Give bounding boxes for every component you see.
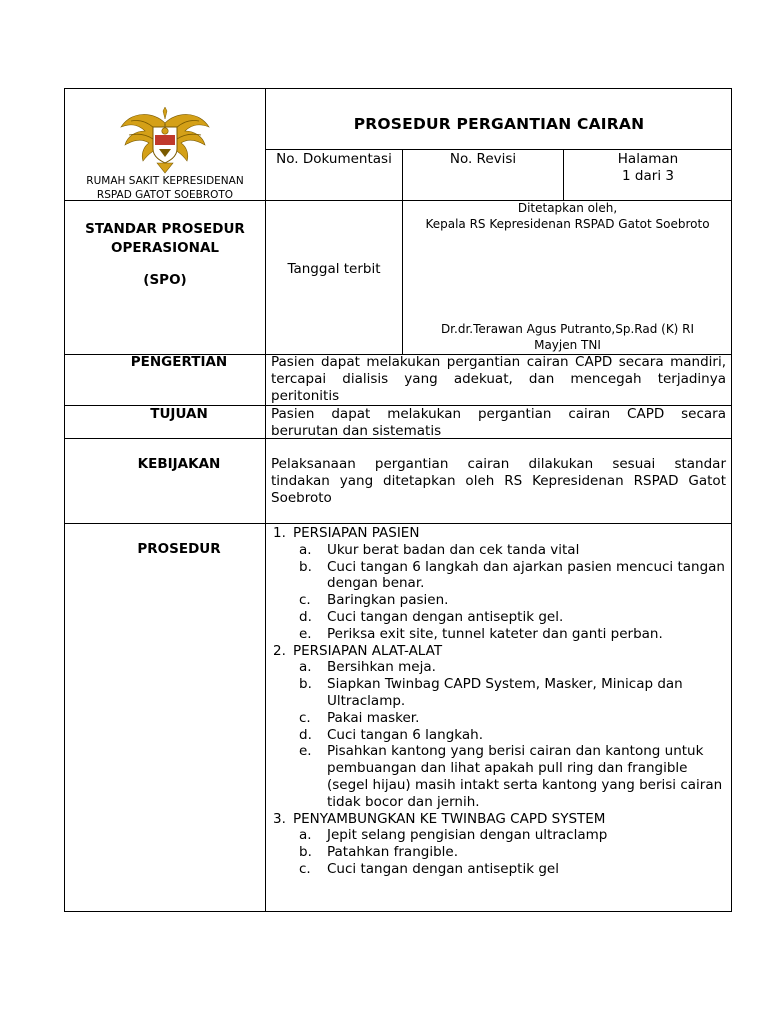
prosedur-step	[299, 676, 728, 710]
prosedur-step	[299, 592, 728, 609]
kebijakan-label: KEBIJAKAN	[137, 456, 221, 472]
step-text-line: Patahkan frangible.	[327, 844, 458, 861]
halaman-label: Halaman	[617, 151, 679, 167]
column-divider	[265, 89, 266, 912]
section-title: PERSIAPAN ALAT-ALAT	[293, 642, 443, 659]
prosedur-step	[299, 727, 728, 744]
step-text-line: Siapkan Twinbag CAPD System, Masker, Minicap dan	[327, 676, 683, 693]
prosedur-list	[273, 525, 728, 878]
hospital-name-line2: RSPAD GATOT SOEBROTO	[96, 189, 234, 201]
prosedur-section	[273, 643, 728, 811]
section-title: PERSIAPAN PASIEN	[293, 525, 420, 541]
section-title: PENYAMBUNGKAN KE TWINBAG CAPD SYSTEM	[293, 810, 606, 827]
spo-title-line2: OPERASIONAL	[110, 240, 219, 256]
tanggal-terbit-label: Tanggal terbit	[287, 261, 381, 277]
kebijakan-line: tindakan yang ditetapkan oleh RS Kepresidenan RSPAD Gatot	[271, 473, 726, 489]
step-text-line: pembuangan dan lihat apakah pull ring dan frangible	[327, 760, 688, 777]
tujuan-line: berurutan dan sistematis	[271, 423, 442, 439]
step-letter: b.	[299, 676, 312, 693]
kebijakan-line: Soebroto	[271, 490, 332, 506]
prosedur-step	[299, 710, 728, 727]
document-title: PROSEDUR PERGANTIAN CAIRAN	[353, 115, 645, 133]
prosedur-step	[299, 861, 728, 878]
step-text-line: (segel hijau) masih intakt serta kantong yang berisi cairan	[327, 776, 723, 793]
prosedur-section	[273, 811, 728, 878]
step-letter: c.	[299, 709, 311, 726]
step-letter: d.	[299, 726, 312, 743]
prosedur-section-heading	[273, 811, 728, 828]
prosedur-step	[299, 827, 728, 844]
tujuan-text	[271, 406, 726, 440]
kebijakan-text	[271, 456, 726, 507]
tujuan-line: Pasien dapat melakukan pergantian cairan CAPD secara	[271, 406, 726, 422]
document-table	[64, 88, 732, 912]
no-dokumentasi-label: No. Dokumentasi	[276, 151, 392, 167]
step-letter: a.	[299, 659, 312, 676]
step-letter: a.	[299, 827, 312, 844]
pengertian-line: Pasien dapat melakukan pergantian cairan CAPD secara mandiri,	[271, 354, 726, 370]
step-text-line: Jepit selang pengisian dengan ultraclamp	[327, 827, 608, 844]
prosedur-step	[299, 609, 728, 626]
kebijakan-line: Pelaksanaan pergantian cairan dilakukan sesuai standar	[271, 456, 726, 472]
step-text-line: Cuci tangan dengan antiseptik gel.	[327, 608, 564, 625]
step-text-line: Bersihkan meja.	[327, 659, 436, 676]
row-divider	[265, 149, 732, 150]
step-letter: c.	[299, 592, 311, 609]
pengertian-line: tercapai dialisis yang adekuat, dan mencegah terjadinya	[271, 371, 726, 387]
spo-abbrev: (SPO)	[143, 272, 187, 288]
hospital-emblem-logo	[117, 105, 213, 175]
step-text-line: Periksa exit site, tunnel kateter dan ganti perban.	[327, 625, 663, 642]
prosedur-step	[299, 844, 728, 861]
step-letter: d.	[299, 608, 312, 625]
step-text-line: Cuci tangan dengan antiseptik gel	[327, 860, 559, 877]
step-text-line: dengan benar.	[327, 575, 425, 592]
prosedur-label: PROSEDUR	[137, 541, 221, 557]
prosedur-step	[299, 743, 728, 810]
prosedur-section-heading	[273, 525, 728, 542]
halaman-value: 1 dari 3	[622, 168, 674, 184]
section-number: 3.	[273, 810, 286, 827]
step-text-line: Pisahkan kantong yang berisi cairan dan kantong untuk	[327, 743, 704, 760]
prosedur-step	[299, 542, 728, 559]
step-letter: c.	[299, 860, 311, 877]
pengertian-line: peritonitis	[271, 388, 340, 404]
prosedur-step	[299, 559, 728, 593]
step-text-line: tidak bocor dan jernih.	[327, 793, 480, 810]
kepala-rs-label: Kepala RS Kepresidenan RSPAD Gatot Soebroto	[425, 217, 710, 231]
no-revisi-label: No. Revisi	[449, 151, 517, 167]
step-text-line: Cuci tangan 6 langkah dan ajarkan pasien mencuci tangan	[327, 558, 725, 575]
tujuan-label: TUJUAN	[150, 406, 208, 422]
pengertian-label: PENGERTIAN	[130, 354, 228, 370]
hospital-name-line1: RUMAH SAKIT KEPRESIDENAN	[86, 175, 244, 187]
prosedur-step	[299, 626, 728, 643]
prosedur-step	[299, 659, 728, 676]
step-text-line: Cuci tangan 6 langkah.	[327, 726, 483, 743]
step-letter: b.	[299, 558, 312, 575]
prosedur-section-heading	[273, 643, 728, 660]
step-text-line: Ultraclamp.	[327, 692, 406, 709]
step-text-line: Baringkan pasien.	[327, 592, 449, 609]
step-letter: a.	[299, 541, 312, 558]
step-letter: e.	[299, 743, 312, 760]
row-divider	[65, 523, 732, 524]
prosedur-section	[273, 525, 728, 643]
pengertian-text	[271, 354, 726, 405]
signer-rank: Mayjen TNI	[534, 338, 601, 352]
step-text-line: Ukur berat badan dan cek tanda vital	[327, 541, 580, 558]
section-number: 2.	[273, 642, 286, 659]
step-text-line: Pakai masker.	[327, 709, 420, 726]
section-number: 1.	[273, 525, 286, 541]
step-letter: b.	[299, 844, 312, 861]
step-letter: e.	[299, 625, 312, 642]
signer-name: Dr.dr.Terawan Agus Putranto,Sp.Rad (K) RI	[440, 322, 695, 336]
ditetapkan-label: Ditetapkan oleh,	[517, 201, 618, 215]
spo-title-line1: STANDAR PROSEDUR	[85, 221, 245, 237]
